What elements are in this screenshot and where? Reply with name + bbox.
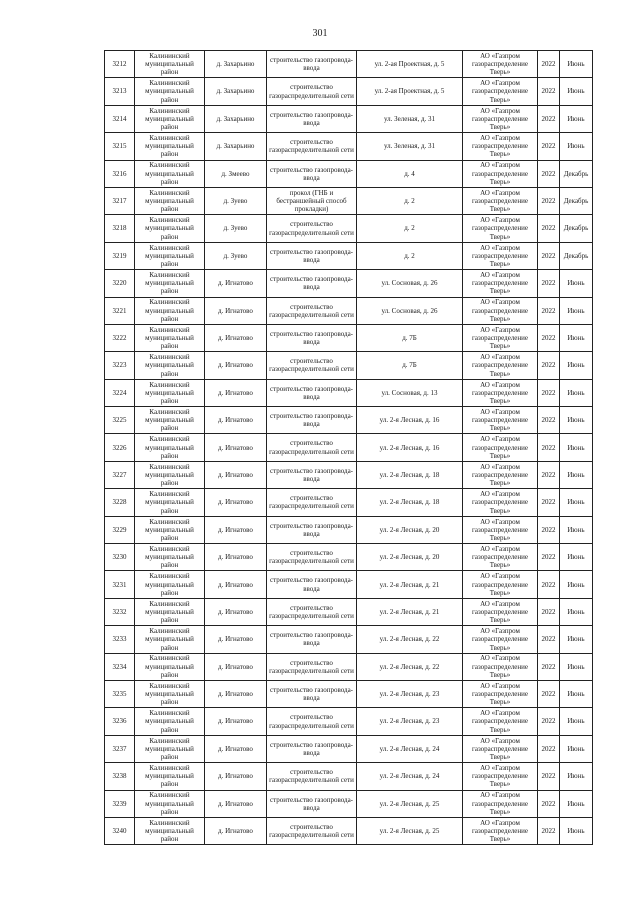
table-row (105, 598, 593, 625)
settlement-cell: д. Зуево (205, 187, 267, 214)
address-cell: ул. 2-я Лесная, д. 24 (357, 735, 463, 762)
address-cell: ул. Зеленая, д. 31 (357, 133, 463, 160)
year-cell: 2022 (538, 187, 560, 214)
month-cell: Июнь (560, 297, 593, 324)
year-cell: 2022 (538, 215, 560, 242)
address-cell: ул. Зеленая, д. 31 (357, 105, 463, 132)
organization-cell: АО «Газпром газораспределение Тверь» (463, 790, 538, 817)
month-cell: Июнь (560, 270, 593, 297)
district-cell: Калининский муниципальный район (135, 51, 205, 78)
year-cell: 2022 (538, 735, 560, 762)
table-row (105, 626, 593, 653)
district-cell: Калининский муниципальный район (135, 187, 205, 214)
row-number-cell: 3234 (105, 653, 135, 680)
table-row (105, 78, 593, 105)
district-cell: Калининский муниципальный район (135, 352, 205, 379)
month-cell: Июнь (560, 133, 593, 160)
year-cell: 2022 (538, 544, 560, 571)
table-row (105, 379, 593, 406)
district-cell: Калининский муниципальный район (135, 598, 205, 625)
page-number: 301 (312, 28, 328, 39)
year-cell: 2022 (538, 516, 560, 543)
district-cell: Калининский муниципальный район (135, 434, 205, 461)
month-cell: Июнь (560, 78, 593, 105)
work-type-cell: строительство газораспределительной сети (267, 133, 357, 160)
address-cell: ул. 2-я Лесная, д. 21 (357, 598, 463, 625)
district-cell: Калининский муниципальный район (135, 817, 205, 844)
year-cell: 2022 (538, 270, 560, 297)
settlement-cell: д. Игнатово (205, 489, 267, 516)
table-row (105, 489, 593, 516)
settlement-cell: д. Игнатово (205, 461, 267, 488)
settlement-cell: д. Игнатово (205, 653, 267, 680)
table-row (105, 270, 593, 297)
work-type-cell: строительство газопровода-ввода (267, 379, 357, 406)
year-cell: 2022 (538, 817, 560, 844)
organization-cell: АО «Газпром газораспределение Тверь» (463, 544, 538, 571)
settlement-cell: д. Захарьино (205, 78, 267, 105)
settlement-cell: д. Игнатово (205, 626, 267, 653)
work-type-cell: строительство газопровода-ввода (267, 51, 357, 78)
work-type-cell: прокол (ГНБ и бестраншейный способ прокладки) (267, 187, 357, 214)
district-cell: Калининский муниципальный район (135, 215, 205, 242)
organization-cell: АО «Газпром газораспределение Тверь» (463, 379, 538, 406)
address-cell: ул. 2-я Лесная, д. 25 (357, 817, 463, 844)
work-type-cell: строительство газораспределительной сети (267, 78, 357, 105)
district-cell: Калининский муниципальный район (135, 105, 205, 132)
organization-cell: АО «Газпром газораспределение Тверь» (463, 215, 538, 242)
year-cell: 2022 (538, 489, 560, 516)
year-cell: 2022 (538, 379, 560, 406)
organization-cell: АО «Газпром газораспределение Тверь» (463, 434, 538, 461)
settlement-cell: д. Захарьино (205, 133, 267, 160)
row-number-cell: 3226 (105, 434, 135, 461)
address-cell: ул. 2-я Лесная, д. 18 (357, 489, 463, 516)
address-cell: ул. 2-я Лесная, д. 25 (357, 790, 463, 817)
organization-cell: АО «Газпром газораспределение Тверь» (463, 242, 538, 269)
organization-cell: АО «Газпром газораспределение Тверь» (463, 489, 538, 516)
organization-cell: АО «Газпром газораспределение Тверь» (463, 105, 538, 132)
organization-cell: АО «Газпром газораспределение Тверь» (463, 133, 538, 160)
table-row (105, 215, 593, 242)
address-cell: д. 2 (357, 187, 463, 214)
table-row (105, 680, 593, 707)
settlement-cell: д. Игнатово (205, 763, 267, 790)
organization-cell: АО «Газпром газораспределение Тверь» (463, 461, 538, 488)
year-cell: 2022 (538, 352, 560, 379)
work-type-cell: строительство газораспределительной сети (267, 297, 357, 324)
row-number-cell: 3213 (105, 78, 135, 105)
settlement-cell: д. Игнатово (205, 790, 267, 817)
work-type-cell: строительство газопровода-ввода (267, 461, 357, 488)
district-cell: Калининский муниципальный район (135, 571, 205, 598)
work-type-cell: строительство газораспределительной сети (267, 489, 357, 516)
month-cell: Июнь (560, 489, 593, 516)
table-row (105, 763, 593, 790)
month-cell: Июнь (560, 626, 593, 653)
month-cell: Июнь (560, 461, 593, 488)
work-type-cell: строительство газопровода-ввода (267, 626, 357, 653)
settlement-cell: д. Игнатово (205, 407, 267, 434)
district-cell: Калининский муниципальный район (135, 735, 205, 762)
address-cell: ул. 2-я Лесная, д. 23 (357, 708, 463, 735)
month-cell: Декабрь (560, 242, 593, 269)
month-cell: Июнь (560, 544, 593, 571)
district-cell: Калининский муниципальный район (135, 297, 205, 324)
work-type-cell: строительство газораспределительной сети (267, 598, 357, 625)
year-cell: 2022 (538, 407, 560, 434)
year-cell: 2022 (538, 790, 560, 817)
table-row (105, 105, 593, 132)
work-type-cell: строительство газораспределительной сети (267, 817, 357, 844)
organization-cell: АО «Газпром газораспределение Тверь» (463, 297, 538, 324)
work-type-cell: строительство газопровода-ввода (267, 680, 357, 707)
year-cell: 2022 (538, 297, 560, 324)
row-number-cell: 3230 (105, 544, 135, 571)
month-cell: Июнь (560, 324, 593, 351)
work-type-cell: строительство газопровода-ввода (267, 242, 357, 269)
organization-cell: АО «Газпром газораспределение Тверь» (463, 270, 538, 297)
district-cell: Калининский муниципальный район (135, 626, 205, 653)
address-cell: ул. 2-ая Проектная, д. 5 (357, 51, 463, 78)
district-cell: Калининский муниципальный район (135, 242, 205, 269)
month-cell: Декабрь (560, 215, 593, 242)
row-number-cell: 3227 (105, 461, 135, 488)
row-number-cell: 3235 (105, 680, 135, 707)
month-cell: Июнь (560, 379, 593, 406)
address-cell: д. 2 (357, 242, 463, 269)
settlement-cell: д. Игнатово (205, 270, 267, 297)
work-type-cell: строительство газопровода-ввода (267, 160, 357, 187)
work-type-cell: строительство газораспределительной сети (267, 215, 357, 242)
settlement-cell: д. Игнатово (205, 516, 267, 543)
table-row (105, 352, 593, 379)
row-number-cell: 3228 (105, 489, 135, 516)
row-number-cell: 3238 (105, 763, 135, 790)
settlement-cell: д. Игнатово (205, 680, 267, 707)
table-row (105, 242, 593, 269)
district-cell: Калининский муниципальный район (135, 516, 205, 543)
row-number-cell: 3221 (105, 297, 135, 324)
row-number-cell: 3215 (105, 133, 135, 160)
year-cell: 2022 (538, 324, 560, 351)
year-cell: 2022 (538, 461, 560, 488)
row-number-cell: 3217 (105, 187, 135, 214)
month-cell: Июнь (560, 817, 593, 844)
address-cell: ул. 2-я Лесная, д. 20 (357, 516, 463, 543)
month-cell: Июнь (560, 105, 593, 132)
settlement-cell: д. Игнатово (205, 735, 267, 762)
year-cell: 2022 (538, 763, 560, 790)
row-number-cell: 3229 (105, 516, 135, 543)
district-cell: Калининский муниципальный район (135, 78, 205, 105)
organization-cell: АО «Газпром газораспределение Тверь» (463, 571, 538, 598)
organization-cell: АО «Газпром газораспределение Тверь» (463, 78, 538, 105)
row-number-cell: 3212 (105, 51, 135, 78)
district-cell: Калининский муниципальный район (135, 708, 205, 735)
address-cell: ул. 2-я Лесная, д. 23 (357, 680, 463, 707)
work-type-cell: строительство газопровода-ввода (267, 105, 357, 132)
row-number-cell: 3218 (105, 215, 135, 242)
row-number-cell: 3223 (105, 352, 135, 379)
month-cell: Июнь (560, 598, 593, 625)
work-type-cell: строительство газопровода-ввода (267, 571, 357, 598)
address-cell: ул. 2-я Лесная, д. 20 (357, 544, 463, 571)
address-cell: д. 2 (357, 215, 463, 242)
settlement-cell: д. Игнатово (205, 708, 267, 735)
table-row (105, 461, 593, 488)
organization-cell: АО «Газпром газораспределение Тверь» (463, 160, 538, 187)
address-cell: ул. 2-я Лесная, д. 22 (357, 653, 463, 680)
district-cell: Калининский муниципальный район (135, 653, 205, 680)
table-row (105, 160, 593, 187)
table-row (105, 571, 593, 598)
work-type-cell: строительство газораспределительной сети (267, 763, 357, 790)
settlement-cell: д. Игнатово (205, 544, 267, 571)
organization-cell: АО «Газпром газораспределение Тверь» (463, 324, 538, 351)
table-row (105, 51, 593, 78)
district-cell: Калининский муниципальный район (135, 680, 205, 707)
row-number-cell: 3231 (105, 571, 135, 598)
year-cell: 2022 (538, 51, 560, 78)
month-cell: Июнь (560, 708, 593, 735)
organization-cell: АО «Газпром газораспределение Тверь» (463, 187, 538, 214)
table-row (105, 653, 593, 680)
organization-cell: АО «Газпром газораспределение Тверь» (463, 407, 538, 434)
settlement-cell: д. Игнатово (205, 598, 267, 625)
district-cell: Калининский муниципальный район (135, 270, 205, 297)
month-cell: Июнь (560, 434, 593, 461)
table-row (105, 735, 593, 762)
settlement-cell: д. Зуево (205, 242, 267, 269)
address-cell: ул. 2-ая Проектная, д. 5 (357, 78, 463, 105)
organization-cell: АО «Газпром газораспределение Тверь» (463, 708, 538, 735)
district-cell: Калининский муниципальный район (135, 489, 205, 516)
work-type-cell: строительство газораспределительной сети (267, 653, 357, 680)
organization-cell: АО «Газпром газораспределение Тверь» (463, 598, 538, 625)
settlement-cell: д. Зуево (205, 215, 267, 242)
month-cell: Июнь (560, 735, 593, 762)
table-row (105, 516, 593, 543)
organization-cell: АО «Газпром газораспределение Тверь» (463, 680, 538, 707)
row-number-cell: 3233 (105, 626, 135, 653)
district-cell: Калининский муниципальный район (135, 160, 205, 187)
address-cell: ул. 2-я Лесная, д. 16 (357, 407, 463, 434)
organization-cell: АО «Газпром газораспределение Тверь» (463, 516, 538, 543)
table-row (105, 407, 593, 434)
address-cell: д. 7Б (357, 324, 463, 351)
district-cell: Калининский муниципальный район (135, 133, 205, 160)
work-type-cell: строительство газопровода-ввода (267, 516, 357, 543)
district-cell: Калининский муниципальный район (135, 324, 205, 351)
table-row (105, 324, 593, 351)
work-type-cell: строительство газопровода-ввода (267, 324, 357, 351)
month-cell: Июнь (560, 516, 593, 543)
year-cell: 2022 (538, 680, 560, 707)
month-cell: Июнь (560, 763, 593, 790)
month-cell: Июнь (560, 653, 593, 680)
organization-cell: АО «Газпром газораспределение Тверь» (463, 817, 538, 844)
organization-cell: АО «Газпром газораспределение Тверь» (463, 352, 538, 379)
year-cell: 2022 (538, 242, 560, 269)
settlement-cell: д. Захарьино (205, 51, 267, 78)
settlement-cell: д. Захарьино (205, 105, 267, 132)
row-number-cell: 3214 (105, 105, 135, 132)
work-type-cell: строительство газопровода-ввода (267, 270, 357, 297)
year-cell: 2022 (538, 653, 560, 680)
address-cell: ул. 2-я Лесная, д. 21 (357, 571, 463, 598)
address-cell: ул. Сосновая, д. 13 (357, 379, 463, 406)
row-number-cell: 3240 (105, 817, 135, 844)
district-cell: Калининский муниципальный район (135, 407, 205, 434)
row-number-cell: 3216 (105, 160, 135, 187)
month-cell: Июнь (560, 571, 593, 598)
work-type-cell: строительство газораспределительной сети (267, 352, 357, 379)
table-row (105, 544, 593, 571)
year-cell: 2022 (538, 708, 560, 735)
address-cell: ул. 2-я Лесная, д. 18 (357, 461, 463, 488)
settlement-cell: д. Игнатово (205, 297, 267, 324)
settlement-cell: д. Игнатово (205, 352, 267, 379)
settlement-cell: д. Змеево (205, 160, 267, 187)
work-type-cell: строительство газораспределительной сети (267, 434, 357, 461)
settlement-cell: д. Игнатово (205, 379, 267, 406)
work-type-cell: строительство газопровода-ввода (267, 790, 357, 817)
organization-cell: АО «Газпром газораспределение Тверь» (463, 735, 538, 762)
year-cell: 2022 (538, 434, 560, 461)
month-cell: Декабрь (560, 187, 593, 214)
address-cell: ул. 2-я Лесная, д. 24 (357, 763, 463, 790)
organization-cell: АО «Газпром газораспределение Тверь» (463, 763, 538, 790)
district-cell: Калининский муниципальный район (135, 544, 205, 571)
table-row (105, 434, 593, 461)
row-number-cell: 3236 (105, 708, 135, 735)
address-cell: д. 7Б (357, 352, 463, 379)
settlement-cell: д. Игнатово (205, 817, 267, 844)
row-number-cell: 3219 (105, 242, 135, 269)
table-row (105, 297, 593, 324)
table-row (105, 133, 593, 160)
organization-cell: АО «Газпром газораспределение Тверь» (463, 653, 538, 680)
year-cell: 2022 (538, 105, 560, 132)
row-number-cell: 3239 (105, 790, 135, 817)
month-cell: Июнь (560, 407, 593, 434)
table-row (105, 790, 593, 817)
organization-cell: АО «Газпром газораспределение Тверь» (463, 51, 538, 78)
row-number-cell: 3220 (105, 270, 135, 297)
settlement-cell: д. Игнатово (205, 571, 267, 598)
work-type-cell: строительство газопровода-ввода (267, 735, 357, 762)
address-cell: д. 4 (357, 160, 463, 187)
table-row (105, 817, 593, 844)
address-cell: ул. Сосновая, д. 26 (357, 270, 463, 297)
row-number-cell: 3232 (105, 598, 135, 625)
month-cell: Июнь (560, 790, 593, 817)
year-cell: 2022 (538, 571, 560, 598)
row-number-cell: 3222 (105, 324, 135, 351)
table-row (105, 187, 593, 214)
settlement-cell: д. Игнатово (205, 324, 267, 351)
month-cell: Июнь (560, 51, 593, 78)
address-cell: ул. 2-я Лесная, д. 16 (357, 434, 463, 461)
work-type-cell: строительство газопровода-ввода (267, 407, 357, 434)
district-cell: Калининский муниципальный район (135, 461, 205, 488)
district-cell: Калининский муниципальный район (135, 763, 205, 790)
year-cell: 2022 (538, 598, 560, 625)
year-cell: 2022 (538, 160, 560, 187)
registry-table-body (105, 51, 593, 845)
row-number-cell: 3225 (105, 407, 135, 434)
organization-cell: АО «Газпром газораспределение Тверь» (463, 626, 538, 653)
row-number-cell: 3224 (105, 379, 135, 406)
year-cell: 2022 (538, 626, 560, 653)
settlement-cell: д. Игнатово (205, 434, 267, 461)
year-cell: 2022 (538, 78, 560, 105)
work-type-cell: строительство газораспределительной сети (267, 544, 357, 571)
district-cell: Калининский муниципальный район (135, 379, 205, 406)
work-type-cell: строительство газораспределительной сети (267, 708, 357, 735)
year-cell: 2022 (538, 133, 560, 160)
month-cell: Декабрь (560, 160, 593, 187)
table-row (105, 708, 593, 735)
month-cell: Июнь (560, 680, 593, 707)
address-cell: ул. Сосновая, д. 26 (357, 297, 463, 324)
month-cell: Июнь (560, 352, 593, 379)
district-cell: Калининский муниципальный район (135, 790, 205, 817)
row-number-cell: 3237 (105, 735, 135, 762)
address-cell: ул. 2-я Лесная, д. 22 (357, 626, 463, 653)
registry-table (104, 50, 593, 845)
